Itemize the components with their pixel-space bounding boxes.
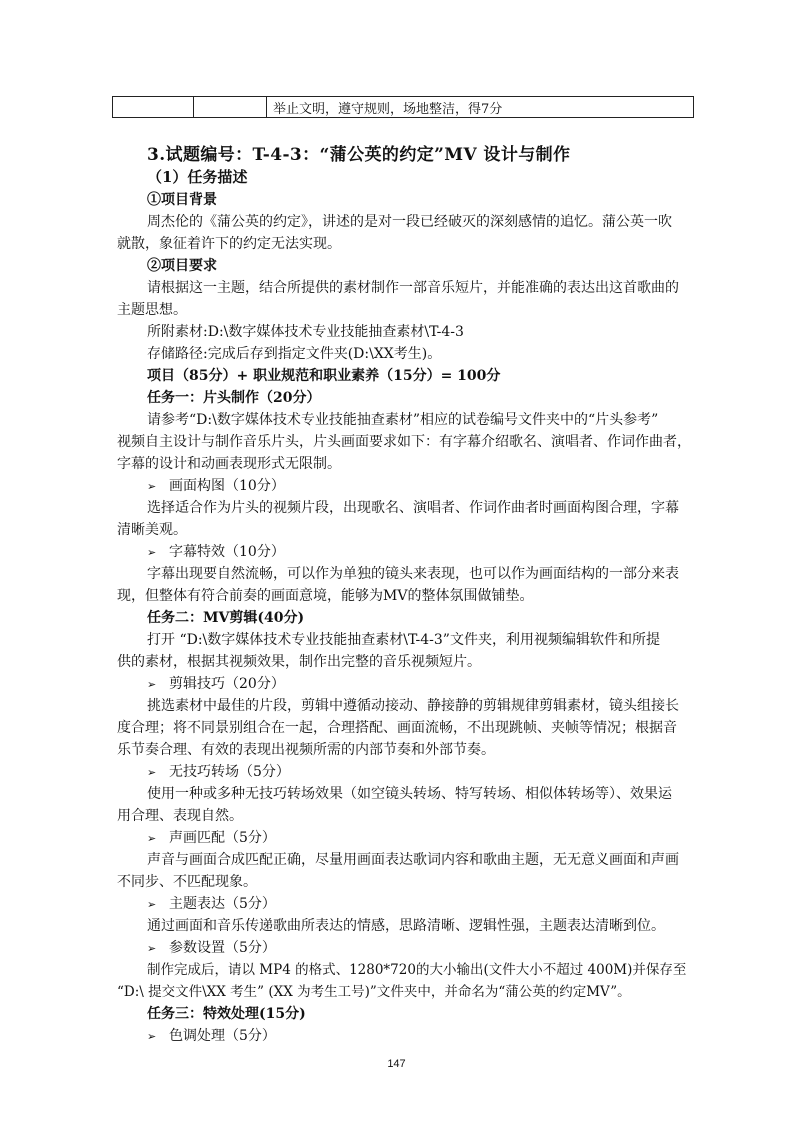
bullet-item — [147, 939, 276, 958]
bullet-item — [147, 675, 285, 694]
paragraph: 视频自主设计与制作音乐片头，片头画面要求如下：有字幕介绍歌名、演唱者、作词作曲者， — [117, 434, 691, 450]
paragraph: 乐节奏合理、有效的表现出视频所需的内部节奏和外部节奏。 — [117, 742, 495, 758]
background-heading: ①项目背景 — [147, 192, 217, 208]
bullet-item — [147, 477, 285, 496]
bullet-label: 字幕特效（10分） — [169, 544, 285, 560]
bullet-item — [147, 1027, 276, 1046]
bullet-label: 画面构图（10分） — [169, 478, 285, 494]
paragraph: 周杰伦的《蒲公英的约定》，讲述的是对一段已经破灭的深刻感情的追忆。蒲公英一吹 — [147, 214, 672, 230]
paragraph: 打开 “D:\数字媒体技术专业技能抽查素材\T-4-3”文件夹，利用视频编辑软件和所提 — [147, 632, 660, 648]
paragraph: 现，但整体有符合前奏的画面意境，能够为MV的整体氛围做铺垫。 — [117, 588, 534, 604]
arrow-bullet-icon: ➢ — [147, 898, 157, 911]
section-title: 3.试题编号：T-4-3：“蒲公英的约定”MV 设计与制作 — [147, 145, 571, 165]
paragraph: 供的素材，根据其视频效果，制作出完整的音乐视频短片。 — [117, 654, 481, 670]
paragraph: 字幕的设计和动画表现形式无限制。 — [117, 456, 341, 472]
arrow-bullet-icon: ➢ — [147, 1030, 157, 1043]
task-three-heading: 任务三：特效处理(15分) — [147, 1006, 306, 1022]
paragraph: 声音与画面合成匹配正确，尽量用画面表达歌词内容和歌曲主题，无无意义画面和声画 — [147, 852, 679, 868]
arrow-bullet-icon: ➢ — [147, 942, 157, 955]
paragraph: 就散，象征着许下的约定无法实现。 — [117, 236, 341, 252]
arrow-bullet-icon: ➢ — [147, 832, 157, 845]
bullet-item — [147, 895, 276, 914]
paragraph: 请根据这一主题，结合所提供的素材制作一部音乐短片，并能准确的表达出这首歌曲的 — [147, 280, 679, 296]
bullet-label: 声画匹配（5分） — [169, 830, 276, 846]
bullet-label: 无技巧转场（5分） — [169, 764, 290, 780]
paragraph: 请参考“D:\数字媒体技术专业技能抽查素材”相应的试卷编号文件夹中的“片头参考” — [147, 412, 659, 428]
task-description-heading: （1）任务描述 — [147, 168, 248, 186]
save-path: 存储路径:完成后存到指定文件夹(D:\XX考生)。 — [147, 346, 442, 362]
arrow-bullet-icon: ➢ — [147, 546, 157, 559]
bullet-item — [147, 829, 276, 848]
paragraph: 字幕出现要自然流畅，可以作为单独的镜头来表现，也可以作为画面结构的一部分来表 — [147, 566, 679, 582]
paragraph: 使用一种或多种无技巧转场效果（如空镜头转场、特写转场、相似体转场等）、效果运 — [147, 786, 672, 802]
page-number: 147 — [387, 1058, 406, 1070]
paragraph: 用合理、表现自然。 — [117, 808, 243, 824]
score-table — [112, 96, 694, 118]
table-cell — [194, 97, 267, 118]
paragraph: 挑选素材中最佳的片段，剪辑中遵循动接动、静接静的剪辑规律剪辑素材，镜头组接长 — [147, 698, 679, 714]
bullet-label: 主题表达（5分） — [169, 896, 276, 912]
bullet-label: 参数设置（5分） — [169, 940, 276, 956]
paragraph: 不同步、不匹配现象。 — [117, 874, 257, 890]
bullet-label: 剪辑技巧（20分） — [169, 676, 285, 692]
bullet-label: 色调处理（5分） — [169, 1028, 276, 1044]
material-path: 所附素材:D:\数字媒体技术专业技能抽查素材\T-4-3 — [147, 324, 464, 340]
paragraph: 选择适合作为片头的视频片段，出现歌名、演唱者、作词作曲者时画面构图合理，字幕 — [147, 500, 679, 516]
table-cell: 举止文明，遵守规则，场地整洁，得7分 — [267, 97, 694, 118]
score-summary: 项目（85分）+ 职业规范和职业素养（15分）= 100分 — [147, 368, 501, 384]
task-two-heading: 任务二：MV剪辑(40分) — [147, 610, 305, 626]
paragraph: “D:\ 提交文件\XX 考生” (XX 为考生工号)”文件夹中，并命名为“蒲公英的约定MV”。 — [117, 984, 631, 1000]
paragraph: 通过画面和音乐传递歌曲所表达的情感，思路清晰、逻辑性强，主题表达清晰到位。 — [147, 918, 665, 934]
paragraph: 度合理；将不同景别组合在一起，合理搭配、画面流畅，不出现跳帧、夹帧等情况；根据音 — [117, 720, 677, 736]
paragraph: 清晰美观。 — [117, 522, 187, 538]
paragraph: 制作完成后，请以 MP4 的格式、1280*720的大小输出(文件大小不超过 400M)并保存至 — [147, 962, 687, 978]
requirement-heading: ②项目要求 — [147, 258, 217, 274]
arrow-bullet-icon: ➢ — [147, 678, 157, 691]
arrow-bullet-icon: ➢ — [147, 480, 157, 493]
paragraph: 主题思想。 — [117, 302, 187, 318]
arrow-bullet-icon: ➢ — [147, 766, 157, 779]
bullet-item — [147, 763, 290, 782]
table-cell — [113, 97, 194, 118]
task-one-heading: 任务一：片头制作（20分） — [147, 390, 321, 406]
table-row — [113, 97, 694, 118]
bullet-item — [147, 543, 285, 562]
